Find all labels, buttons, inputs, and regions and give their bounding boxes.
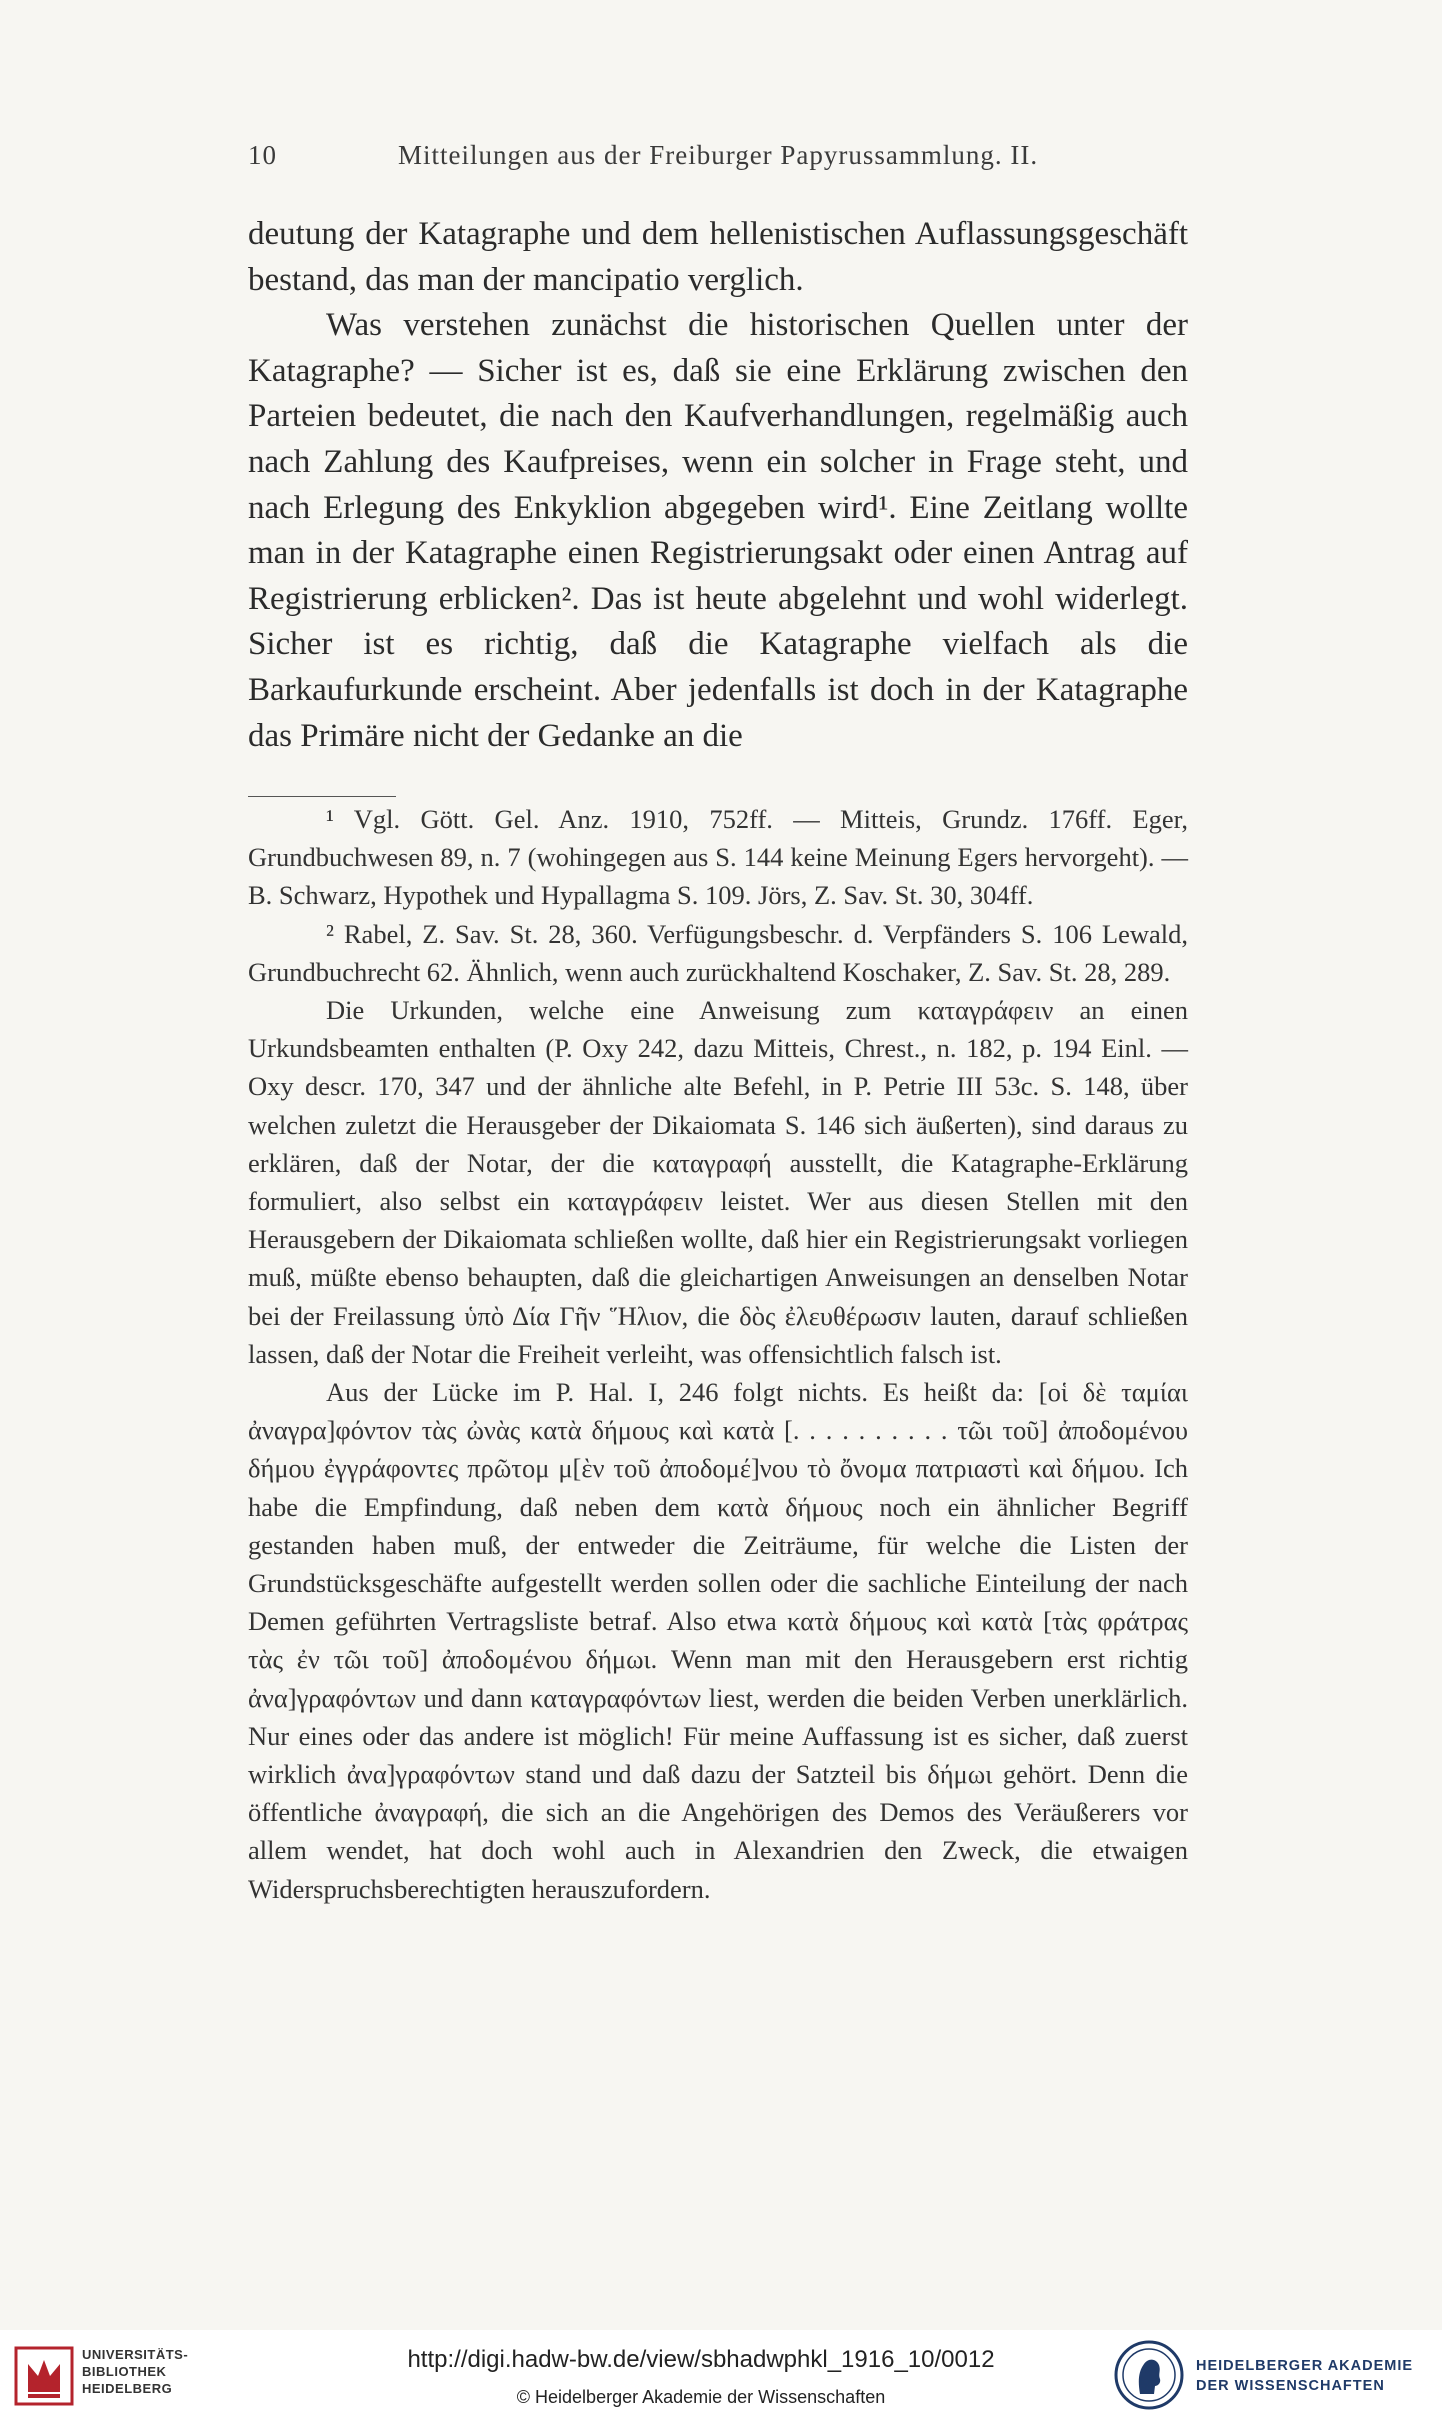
running-header [248, 140, 1188, 180]
footnote-2: ² Rabel, Z. Sav. St. 28, 360. Verfügungsbeschr. d. Verpfänders S. 106 Lewald, Grundbuchrecht 62. Ähnlich, wenn auch zurückhaltend Koschaker, Z. Sav. St. 28, 289. [248, 918, 1188, 987]
academy-name-line-1: HEIDELBERGER AKADEMIE [1196, 2358, 1414, 2374]
library-name-line-1: UNIVERSITÄTS- [82, 2347, 189, 2362]
footnote-2-continuation-2: Aus der Lücke im P. Hal. I, 246 folgt nichts. Es heißt da: [οἱ δὲ ταμίαι ἀναγρα]φόντον τὰς ὠνὰς κατὰ δήμους καὶ κατὰ [. . . . . . . . . . τῶι τοῦ] ἀποδομένου δήμου ἐγγράφοντες πρῶτομ μ[ὲν τοῦ ἀποδομέ]νου τὸ ὄνομα πατριαστὶ καὶ δήμου. Ich habe die Empfindung, daß neben dem κατὰ δήμους noch ein ähnlicher Begriff gestanden haben muß, der entweder die Zeiträume, für welche die Listen der Grundstücksgeschäfte aufgestellt werden sollen oder die sachliche Einteilung der nach Demen geführten Vertragsliste betraf. Also etwa κατὰ δήμους καὶ κατὰ [τὰς φράτρας τὰς ἐν τῶι τοῦ] ἀποδομένου δήμωι. Wenn man mit den Herausgebern erst richtig ἀνα]γραφόντων und dann καταγραφόντων liest, werden die beiden Verben unerklärlich. Nur eines oder das andere ist möglich! Für meine Auffassung ist es sicher, daß zuerst wirklich ἀνα]γραφόντων stand und daß dazu der Satzteil bis δήμωι gehört. Denn die öffentliche ἀναγραφή, die sich an die Angehörigen des Demos des Veräußerers vor allem wendet, hat doch wohl auch in Alexandrien den Zweck, die etwaigen Widerspruchsberechtigten herauszufordern. [248, 1377, 1188, 1904]
academy-logo-icon [1114, 2338, 1184, 2412]
academy-name [1196, 2356, 1413, 2396]
permalink-url[interactable]: http://digi.hadw-bw.de/view/sbhadwphkl_1916_10/0012 [407, 2346, 995, 2373]
library-logo-icon [14, 2346, 74, 2406]
library-name [82, 2346, 188, 2397]
paragraph-2: Was verstehen zunächst die historischen Quellen unter der Katagraphe? — Sicher ist es, daß sie eine Erklärung zwischen den Parteien bedeutet, die nach den Kaufverhandlungen, regelmäßig auch nach Zahlung des Kaufpreises, wenn ein solcher in Frage steht, und nach Erlegung des Enkyklion abgegeben wird¹. Eine Zeitlang wollte man in der Katagraphe einen Registrierungsakt oder einen Antrag auf Registrierung erblicken². Das ist heute abgelehnt und wohl widerlegt. Sicher ist es richtig, daß die Katagraphe vielfach als die Barkaufurkunde erscheint. Aber jedenfalls ist doch in der Katagraphe das Primäre nicht der Gedanke an die [248, 307, 1188, 754]
footer-bar [0, 2330, 1442, 2419]
main-text [248, 212, 1188, 759]
paragraph-1: deutung der Katagraphe und dem hellenistischen Auflassungsgeschäft bestand, das man der mancipatio verglich. [248, 216, 1188, 298]
footnote-2-continuation: Die Urkunden, welche eine Anweisung zum καταγράφειν an einen Urkundsbeamten enthalten (P. Oxy 242, dazu Mitteis, Chrest., n. 182, p. 194 Einl. — Oxy descr. 170, 347 und der ähnliche alte Befehl, in P. Petrie III 53c. S. 148, über welchen zuletzt die Herausgeber der Dikaiomata S. 146 sich äußerten), sind daraus zu erklären, daß der Notar, der die καταγραφή ausstellt, die Katagraphe-Erklärung formuliert, also selbst ein καταγράφειν leistet. Wer aus diesen Stellen mit den Herausgebern der Dikaiomata schließen wollte, daß hier ein Registrierungsakt vorliegen muß, müßte ebenso behaupten, daß die gleichartigen Anweisungen an denselben Notar bei der Freilassung ὑπὸ Δία Γῆν Ἥλιον, die δὸς ἐλευθέρωσιν lauten, darauf schließen lassen, daß der Notar die Freiheit verleiht, was offensichtlich falsch ist. [248, 995, 1188, 1369]
running-title: Mitteilungen aus der Freiburger Papyrussammlung. II. [398, 140, 1039, 170]
copyright-notice: © Heidelberger Akademie der Wissenschaften [516, 2387, 886, 2407]
academy-name-line-2: DER WISSENSCHAFTEN [1196, 2378, 1385, 2394]
page-number: 10 [248, 140, 277, 170]
library-name-line-3: HEIDELBERG [82, 2381, 173, 2396]
footnotes [248, 800, 1188, 1908]
library-name-line-2: BIBLIOTHEK [82, 2364, 167, 2379]
footnote-rule [248, 796, 396, 797]
footnote-1: ¹ Vgl. Gött. Gel. Anz. 1910, 752ff. — Mitteis, Grundz. 176ff. Eger, Grundbuchwesen 89, n. 7 (wohingegen aus S. 144 keine Meinung Egers hervorgeht). — B. Schwarz, Hypothek und Hypallagma S. 109. Jörs, Z. Sav. St. 30, 304ff. [248, 804, 1188, 911]
